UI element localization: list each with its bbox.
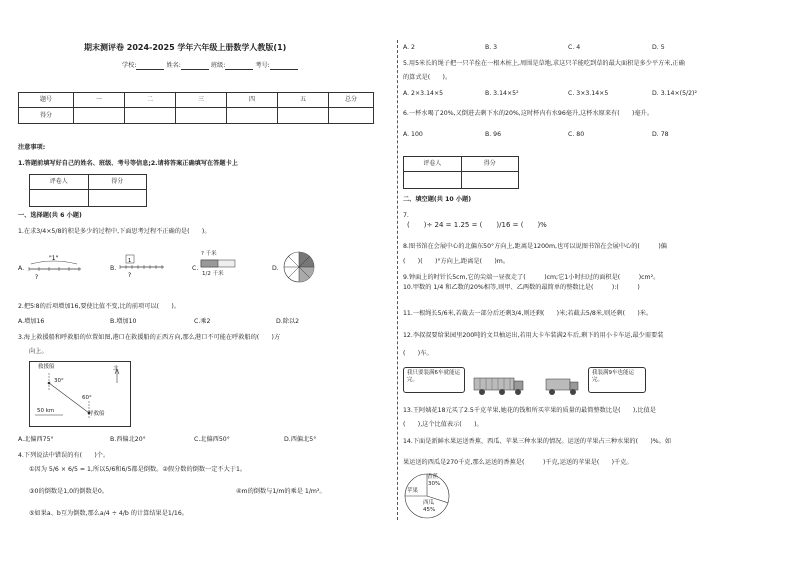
svg-text:"1": "1" [49, 255, 59, 262]
section2-title: 二、填空题(共 10 小题) [403, 196, 472, 203]
q6-option-c[interactable]: C. 80 [568, 131, 585, 138]
question-8: 8.图书馆在会展中心的北偏东50°方向上,距离是1200m,也可以说图书馆在会展中心的( )偏 [403, 243, 667, 250]
page-title: 期末测评卷 2024-2025 学年六年级上册数学人教版(1) [84, 43, 287, 52]
score-header-cell: 四 [227, 93, 278, 108]
notes-item: 1.答题前填写好自己的姓名、班级、考号等信息;2.请将答案正确填写在答题卡上 [18, 160, 238, 167]
question-6: 6.一杯水喝了20%,又倒进去剩下水的20%,这时杯内有水96毫升,这杯水原来有( )毫升。 [403, 110, 654, 117]
q2-option-b[interactable]: B.增加10 [110, 318, 137, 325]
score-table [18, 92, 374, 124]
score-cell[interactable] [278, 108, 329, 124]
question-5-cont: 的算式是( )。 [403, 74, 452, 81]
q7-expression: ( )÷ 24 = 1.25 = ( )/16 = ( )% [407, 221, 547, 229]
question-3-cont: 向上。 [29, 348, 48, 355]
q3-scale-label: 50 km [37, 408, 55, 414]
svg-text:1: 1 [128, 258, 132, 264]
q1-option-b-label: B. [110, 265, 117, 272]
score-header-cell: 五 [278, 93, 329, 108]
q3-angle-60: 60° [82, 395, 92, 401]
q3-option-c[interactable]: C.北偏西50° [194, 436, 230, 443]
pie-apple-label: 苹果 [407, 488, 419, 494]
q5-option-c[interactable]: C. 3×3.14×5 [568, 90, 609, 97]
q6-option-d[interactable]: D. 78 [652, 131, 669, 138]
notes-title: 注意事项: [18, 144, 46, 151]
question-9: 9.钟面上的时针长5cm,它的尖端一昼夜走了( )cm;它1小时扫过的面积是( )cm²。 [403, 274, 660, 281]
q1-option-a-diagram [27, 252, 85, 282]
question-3: 3.海上救援船和呼救船的位置如图,港口在救援船的正西方向,那么港口不可能在呼救船的( )方 [18, 334, 281, 341]
q5-option-a[interactable]: A. 2×3.14×5 [403, 90, 444, 97]
q3-option-a[interactable]: A.北偏西75° [18, 436, 54, 443]
score-header-cell: 二 [125, 93, 176, 108]
q5-option-b[interactable]: B. 3.14×5² [485, 90, 519, 97]
q3-rescue-ship-label: 救援船 [38, 364, 55, 370]
q4-option-d[interactable]: D. 5 [652, 44, 665, 51]
name-label: 姓名: [166, 62, 181, 69]
q4-option-a[interactable]: A. 2 [403, 44, 415, 51]
q2-option-c[interactable]: C.乘2 [194, 318, 211, 325]
truck-note-right: 我装满9车也能运完。 [588, 367, 646, 393]
grader-cell[interactable] [88, 190, 147, 207]
question-10: 10.甲数的 1/4 和乙数的20%相等,则甲、乙两数的最简单的整数比是( ):( ) [403, 284, 640, 291]
exam-number-blank[interactable] [270, 63, 298, 70]
q4-option-b[interactable]: B. 3 [485, 44, 498, 51]
grader-table [29, 174, 147, 207]
column-divider [397, 40, 398, 520]
question-8-cont: ( )( )°方向上,距离是( )m。 [403, 258, 510, 265]
truck-note-left: 我只要装满6车就能运完。 [403, 367, 465, 393]
question-12-cont: ( )车。 [403, 350, 433, 357]
q1-option-c-bar [200, 258, 238, 270]
score-header-cell: 总分 [329, 93, 374, 108]
question-7: 7. [403, 212, 409, 219]
pie-banana-pct: 30% [428, 481, 441, 487]
q5-option-d[interactable]: D. 3.14×(5/2)² [652, 90, 697, 97]
score-header-cell: 三 [176, 93, 227, 108]
pie-banana-label: 香蕉 [427, 474, 439, 480]
q1-option-d-circle [282, 250, 316, 284]
q1-option-c-top-label: ? 千米 [201, 251, 217, 257]
question-2: 2.把5∶8的后项增加16,要使比值不变,比的前项可以( )。 [18, 303, 180, 310]
grader-label: 评卷人 [30, 175, 89, 190]
q1-option-c-bottom-label: 1/2 千米 [202, 271, 224, 277]
question-14: 14.下面是新鲜水果运送香蕉、西瓜、苹果三种水果的情况。运送的苹果占三种水果的( )%。如 [403, 438, 672, 445]
q3-angle-30: 30° [54, 378, 64, 384]
grader-cell[interactable] [30, 190, 89, 207]
score-header-cell: 题号 [19, 93, 74, 108]
school-label: 学校: [122, 62, 137, 69]
svg-text:?: ? [35, 274, 39, 281]
question-12: 12.李叔叔要给果园里200吨的文旦柚运出,若用大卡车装满2车后,剩下的用小卡车运,最少需要装 [403, 332, 664, 339]
name-blank[interactable] [181, 63, 209, 70]
section1-title: 一、选择题(共 6 小题) [18, 212, 82, 219]
question-4: 4.下列说法中错误的有( )个。 [18, 452, 110, 459]
q4-statement-1-2: ①因为 5/6 × 6/5 = 1,所以5/6和6/5都是倒数。②假分数的倒数一定不大于1。 [29, 466, 247, 473]
score-cell[interactable] [227, 108, 278, 124]
exam-number-label: 考号: [255, 62, 270, 69]
q2-option-d[interactable]: D.除以2 [276, 318, 300, 325]
class-blank[interactable] [225, 63, 253, 70]
score-header-cell: 一 [74, 93, 125, 108]
q1-option-a-label: A. [18, 265, 25, 272]
student-info-line [122, 62, 298, 70]
svg-text:?: ? [128, 272, 132, 279]
score-cell[interactable] [74, 108, 125, 124]
q4-statement-4: ④m的倒数与1/m的乘是 1/m²。 [236, 488, 326, 495]
grader-score-label: 得分 [461, 157, 519, 172]
question-13: 13.王阿姨花18元买了2.5千克苹果,她花的钱和所买苹果的质量的最简整数比是( ),比值是 [403, 407, 656, 414]
grader-label: 评卷人 [404, 157, 462, 172]
q3-north-label: 北 [113, 366, 119, 372]
q4-statement-3: ③0的倒数是1,0的倒数是0。 [29, 488, 108, 495]
q6-option-a[interactable]: A. 100 [403, 131, 423, 138]
q3-option-d[interactable]: D.西偏北5° [284, 436, 317, 443]
grader-cell[interactable] [461, 172, 519, 189]
grader-table-2 [403, 156, 519, 189]
question-1: 1.在求3/4×5/8的积是多少的过程中,下面思考过程不正确的是( )。 [18, 228, 211, 235]
pie-watermelon-label: 西瓜 [423, 500, 435, 506]
question-11: 11.一根绳长5/6米,若截去一部分后还剩3/4,则还剩( )米;若截去5/8米,则还剩( )米。 [403, 310, 653, 317]
q3-distress-ship-label: 呼救船 [88, 411, 105, 417]
question-13-cont: ( ),这个比值表示( )。 [403, 421, 483, 428]
grader-cell[interactable] [404, 172, 462, 189]
pie-watermelon-pct: 45% [423, 507, 436, 513]
school-blank[interactable] [136, 63, 164, 70]
q6-option-b[interactable]: B. 96 [485, 131, 502, 138]
q4-statement-5: ⑤如果a、b互为倒数,那么a/4 ÷ 4/b 的计算结果是1/16。 [29, 510, 188, 517]
grader-score-label: 得分 [88, 175, 147, 190]
score-cell[interactable] [176, 108, 227, 124]
q1-option-c-label: C. [192, 265, 199, 272]
q4-option-c[interactable]: C. 4 [568, 44, 581, 51]
q2-option-a[interactable]: A.增加16 [18, 318, 45, 325]
score-row-label: 得分 [19, 108, 74, 124]
q1-option-d-label: D. [272, 265, 279, 272]
q1-option-b-diagram [118, 252, 168, 282]
q3-option-b[interactable]: B.西偏北20° [110, 436, 146, 443]
question-14-cont: 果运送的西瓜是270千克,那么运送的香蕉是( )千克,运送的苹果是( )千克。 [403, 459, 633, 466]
score-cell[interactable] [329, 108, 374, 124]
question-5: 5.用5米长的绳子把一只羊拴在一根木桩上,周围是草地,求这只羊能吃到草的最大面积是多少平方米,正确 [403, 60, 685, 67]
class-label: 班级: [210, 62, 226, 69]
score-cell[interactable] [125, 108, 176, 124]
